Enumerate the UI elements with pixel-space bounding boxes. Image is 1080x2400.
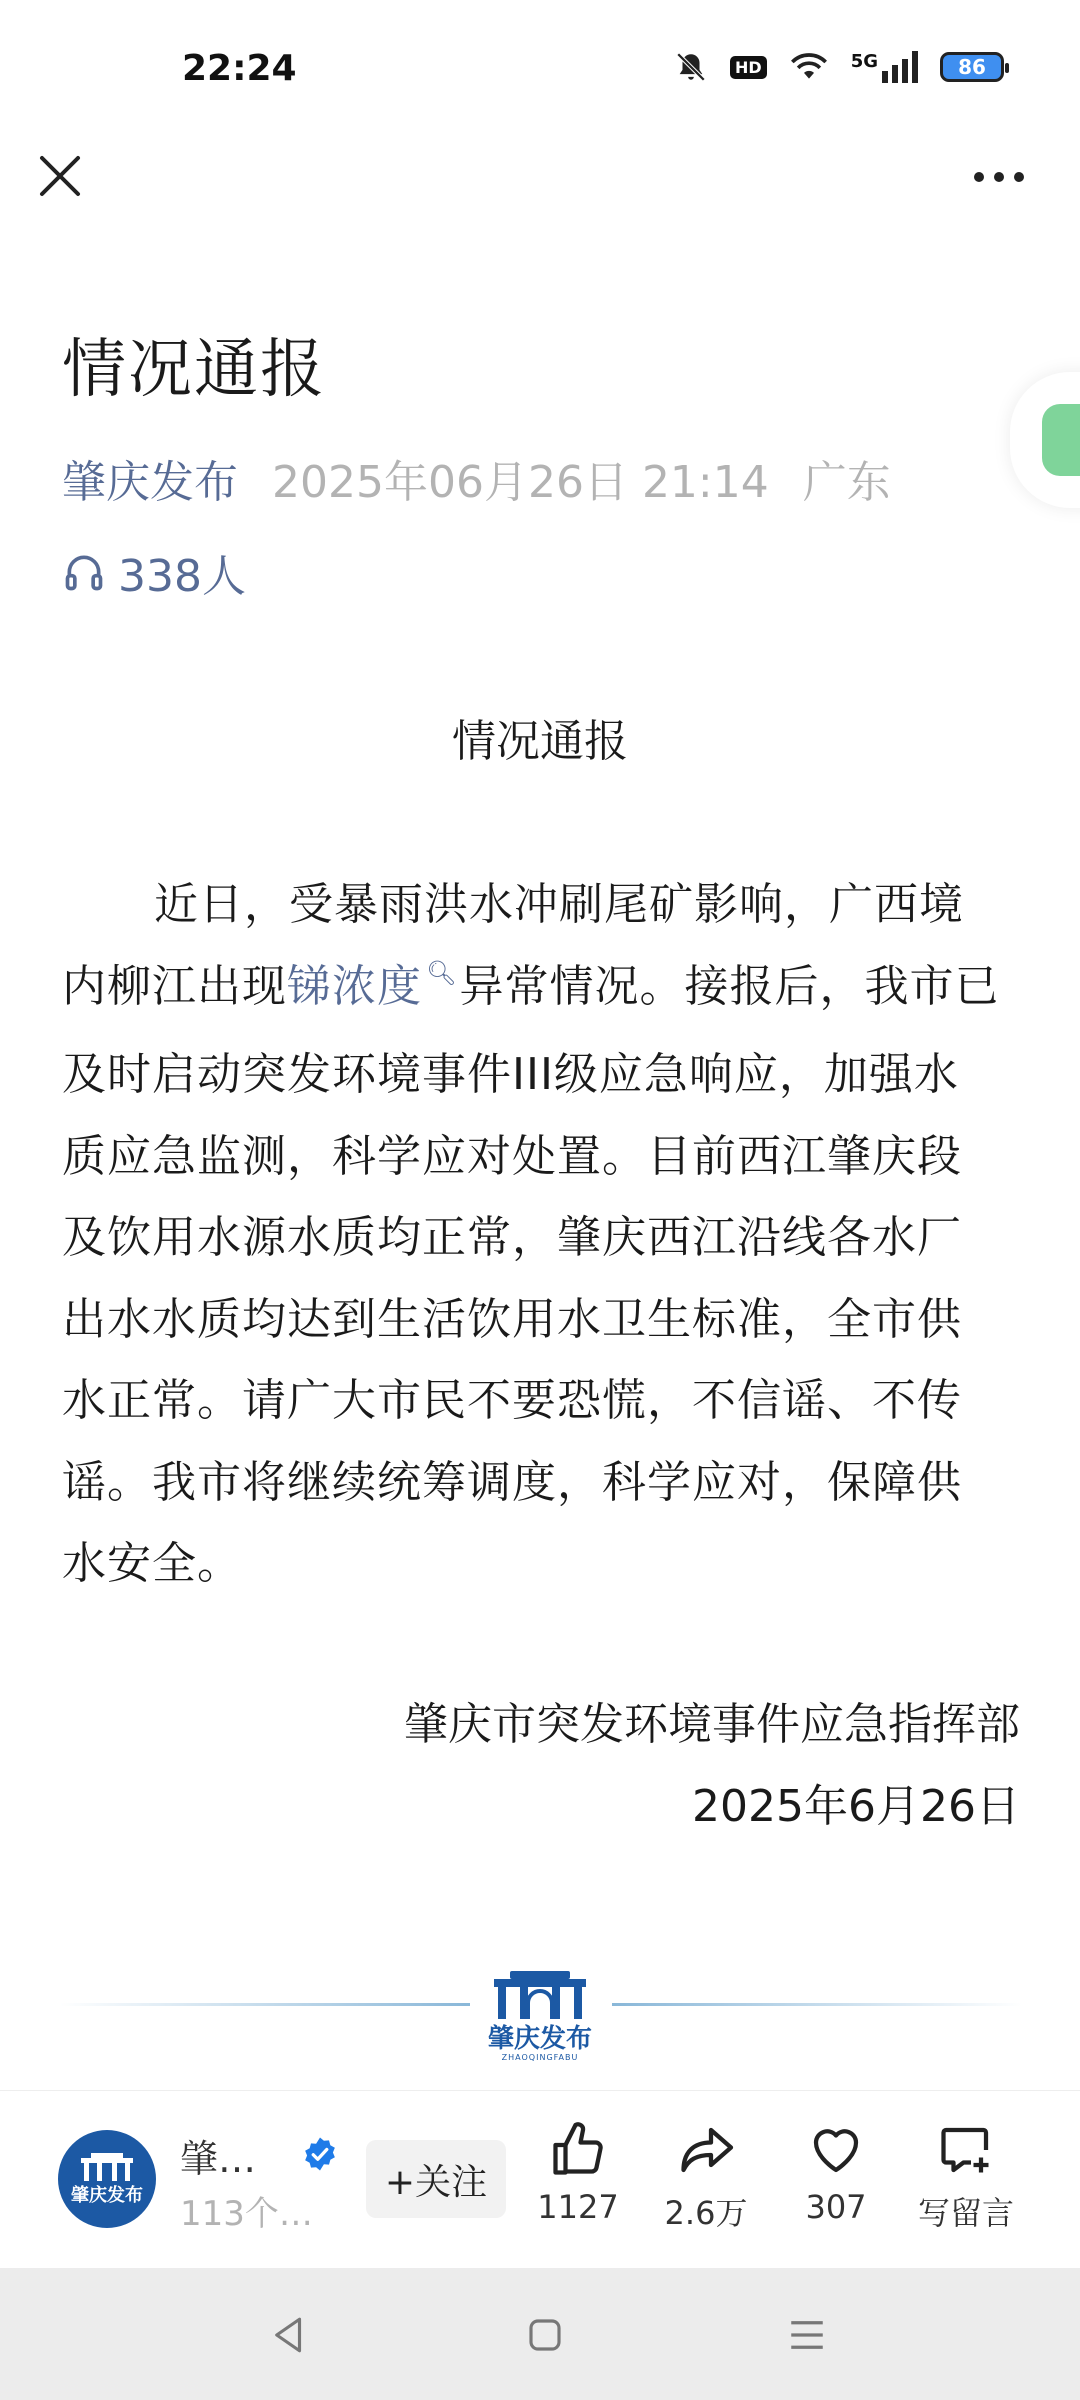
close-icon[interactable] — [36, 152, 84, 200]
favorite-button[interactable] — [776, 2120, 896, 2226]
back-icon[interactable] — [268, 2314, 310, 2356]
divider-right — [612, 2003, 1022, 2006]
comment-plus-icon — [936, 2120, 996, 2180]
status-time: 22:24 — [182, 48, 297, 89]
floating-widget-tab[interactable] — [1042, 404, 1080, 476]
battery-icon — [940, 52, 1004, 82]
archway-logo-icon — [480, 1965, 600, 2021]
footer-logo — [480, 1965, 600, 2062]
article-body — [62, 864, 1002, 1605]
account-name[interactable]: 肇… — [180, 2137, 257, 2181]
footer-logo-text: 肇庆发布 — [487, 2024, 592, 2054]
article-meta — [62, 446, 891, 510]
share-button[interactable] — [646, 2120, 766, 2234]
account-subtitle: 113个… — [180, 2194, 313, 2234]
footer-logo-sub: ZHAOQINGFABU — [501, 2053, 579, 2062]
thumbs-up-icon — [548, 2120, 608, 2180]
write-comment-button[interactable] — [906, 2120, 1026, 2234]
like-count: 1127 — [537, 2188, 619, 2226]
wifi-icon — [789, 51, 829, 83]
listen-count: 338人 — [118, 551, 246, 602]
body-text-part1: 近日，受暴雨洪水冲刷尾矿影响，广西境内柳江出现 — [62, 879, 964, 1012]
account-avatar[interactable] — [58, 2130, 156, 2228]
mute-bell-icon — [674, 50, 708, 84]
hd-badge: HD — [730, 56, 767, 79]
headphones-icon — [62, 550, 106, 594]
battery-level: 86 — [958, 55, 986, 79]
avatar-archway-icon — [75, 2152, 139, 2182]
share-arrow-icon — [676, 2120, 736, 2180]
heart-icon — [806, 2120, 866, 2180]
publish-location: 广东 — [802, 457, 891, 508]
like-button[interactable] — [518, 2120, 638, 2226]
avatar-text: 肇庆发布 — [71, 2185, 143, 2206]
status-icons — [674, 50, 1004, 84]
body-heading: 情况通报 — [452, 716, 628, 767]
home-icon[interactable] — [524, 2314, 566, 2356]
verified-badge-icon — [302, 2136, 338, 2172]
article-title: 情况通报 — [62, 333, 326, 407]
body-text-part2: 异常情况。接报后，我市已及时启动突发环境事件III级应急响应，加强水质应急监测，科学应对处置。目前西江肇庆段及饮用水源水质均正常，肇庆西江沿线各水厂出水水质均达到生活饮用水卫生标准，全市供水正常。请广大市民不要恐慌，不信谣、不传谣。我市将继续统筹调度，科学应对，保障供水安全。 — [62, 960, 1000, 1589]
publish-datetime: 2025年06月26日 21:14 — [272, 457, 769, 508]
favorite-count: 307 — [805, 2188, 867, 2226]
search-icon[interactable]: 🔍︎ — [426, 958, 458, 987]
listen-button[interactable] — [62, 540, 246, 604]
author-link[interactable]: 肇庆发布 — [62, 457, 238, 508]
signature-date: 2025年6月26日 — [692, 1781, 1020, 1832]
more-options-icon[interactable] — [974, 172, 1024, 182]
recents-menu-icon[interactable] — [786, 2314, 828, 2356]
search-term-link[interactable]: 锑浓度 — [287, 960, 422, 1012]
network-type: 5G — [850, 50, 878, 72]
write-comment-label: 写留言 — [917, 2194, 1014, 2232]
divider-left — [60, 2003, 470, 2006]
follow-button[interactable]: +关注 — [366, 2140, 506, 2218]
signature: 肇庆市突发环境事件应急指挥部 — [404, 1699, 1020, 1750]
signal-icon — [882, 51, 918, 83]
share-count: 2.6万 — [664, 2194, 748, 2232]
